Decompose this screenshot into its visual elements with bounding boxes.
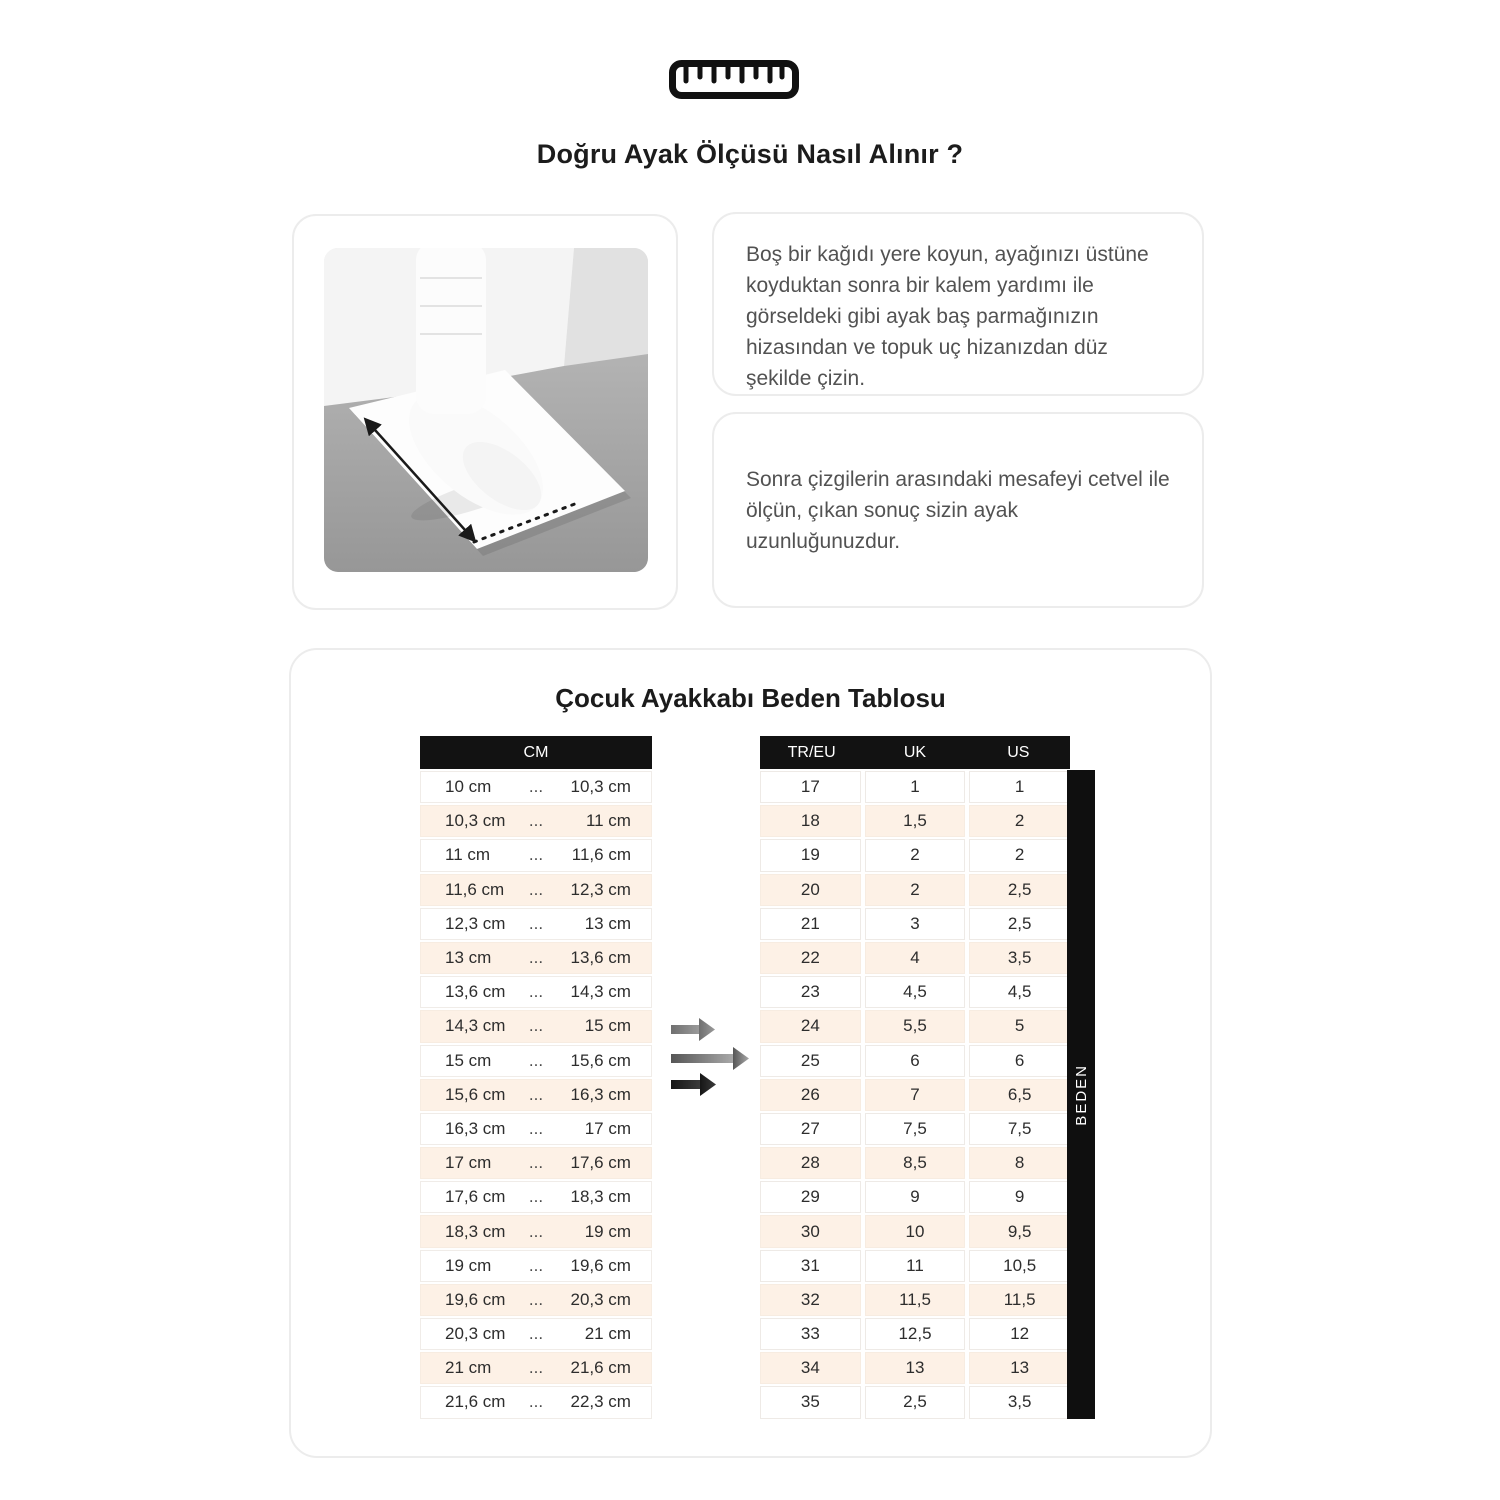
size-cell: 5,5: [865, 1010, 966, 1042]
cm-table-row: [420, 1147, 652, 1179]
cm-cell: 15,6 cm: [570, 1050, 631, 1070]
cm-cell: 10,3 cm: [570, 777, 631, 797]
cm-cell: 18,3 cm: [570, 1187, 631, 1207]
size-cell: 1: [865, 771, 966, 803]
size-cell: 6: [969, 1045, 1070, 1077]
cm-cell: ...: [528, 1016, 544, 1036]
instruction-step1-text: Boş bir kağıdı yere koyun, ayağınızı üstüne koyduktan sonra bir kalem yardımı ile görseldeki gibi ayak baş parmağınızın hizasından ve topuk uç hizanızdan düz şekilde çizin.: [746, 243, 1149, 390]
cm-cell: 13,6 cm: [445, 982, 506, 1002]
cm-table-row: [420, 1181, 652, 1213]
size-table-row: [760, 1147, 1070, 1179]
size-cell: 7,5: [969, 1113, 1070, 1145]
size-cell: 10: [865, 1215, 966, 1247]
size-cell: 33: [760, 1318, 861, 1350]
cm-table-row: [420, 908, 652, 940]
cm-cell: 16,3 cm: [445, 1118, 506, 1138]
cm-cell: ...: [528, 1255, 544, 1275]
cm-cell: ...: [528, 1289, 544, 1309]
cm-table-row: [420, 1079, 652, 1111]
size-cell: 25: [760, 1045, 861, 1077]
size-cell: 8: [969, 1147, 1070, 1179]
foot-photo-card: [292, 214, 678, 610]
cm-cell: 17,6 cm: [570, 1153, 631, 1173]
size-table-row: [760, 1318, 1070, 1350]
size-table-row: [760, 1386, 1070, 1418]
cm-table-row: [420, 1215, 652, 1247]
cm-cell: ...: [528, 1118, 544, 1138]
cm-table-row: [420, 1113, 652, 1145]
cm-cell: ...: [528, 1392, 544, 1412]
cm-table-row: [420, 805, 652, 837]
size-cell: 2: [969, 839, 1070, 871]
size-cell: 11: [865, 1250, 966, 1282]
cm-cell: ...: [528, 845, 544, 865]
size-table-body: [760, 771, 1070, 1419]
size-cell: 7: [865, 1079, 966, 1111]
cm-table-row: [420, 942, 652, 974]
cm-cell: ...: [528, 1187, 544, 1207]
cm-cell: ...: [528, 1358, 544, 1378]
cm-cell: 14,3 cm: [445, 1016, 506, 1036]
size-table: [760, 736, 1070, 1421]
cm-cell: 13 cm: [445, 948, 492, 968]
cm-cell: 20,3 cm: [445, 1324, 506, 1344]
cm-table-body: [420, 771, 652, 1419]
size-cell: 2: [969, 805, 1070, 837]
cm-table-row: [420, 1318, 652, 1350]
size-cell: 12,5: [865, 1318, 966, 1350]
size-cell: 34: [760, 1352, 861, 1384]
size-table-row: [760, 1250, 1070, 1282]
size-header-treu: TR/EU: [787, 743, 836, 761]
size-cell: 6: [865, 1045, 966, 1077]
cm-cell: 12,3 cm: [570, 879, 631, 899]
cm-cell: 21,6 cm: [445, 1392, 506, 1412]
cm-cell: 19,6 cm: [570, 1255, 631, 1275]
size-cell: 26: [760, 1079, 861, 1111]
cm-cell: 20,3 cm: [570, 1289, 631, 1309]
cm-cell: 16,3 cm: [570, 1084, 631, 1104]
size-table-row: [760, 976, 1070, 1008]
cm-cell: ...: [528, 1084, 544, 1104]
size-table-row: [760, 839, 1070, 871]
size-cell: 2,5: [865, 1386, 966, 1418]
cm-cell: ...: [528, 1324, 544, 1344]
page-title: Doğru Ayak Ölçüsü Nasıl Alınır ?: [536, 139, 964, 169]
size-cell: 3: [865, 908, 966, 940]
size-cell: 22: [760, 942, 861, 974]
cm-table-row: [420, 771, 652, 803]
cm-table-row: [420, 839, 652, 871]
cm-cell: 10,3 cm: [445, 811, 506, 831]
size-cell: 32: [760, 1284, 861, 1316]
size-cell: 17: [760, 771, 861, 803]
cm-cell: 15 cm: [445, 1050, 492, 1070]
size-cell: 2,5: [969, 908, 1070, 940]
beden-label: BEDEN: [1072, 1063, 1090, 1126]
size-chart-card: [289, 648, 1212, 1458]
size-table-row: [760, 874, 1070, 906]
size-cell: 11,5: [865, 1284, 966, 1316]
size-cell: 2: [865, 839, 966, 871]
size-cell: 23: [760, 976, 861, 1008]
size-cell: 2: [865, 874, 966, 906]
instruction-step2-text: Sonra çizgilerin arasındaki mesafeyi cetvel ile ölçün, çıkan sonuç sizin ayak uzunluğunuzdur.: [746, 467, 1170, 553]
size-header-us: US: [1007, 743, 1030, 761]
size-table-row: [760, 1113, 1070, 1145]
size-table-row: [760, 805, 1070, 837]
cm-cell: 19 cm: [445, 1255, 492, 1275]
size-cell: 24: [760, 1010, 861, 1042]
size-cell: 20: [760, 874, 861, 906]
size-table-row: [760, 1079, 1070, 1111]
instruction-card-draw: [712, 212, 1204, 396]
size-cell: 29: [760, 1181, 861, 1213]
size-table-header: [760, 736, 1070, 769]
cm-table-row: [420, 1045, 652, 1077]
cm-cell: ...: [528, 811, 544, 831]
cm-cell: 19 cm: [584, 1221, 631, 1241]
cm-cell: 15,6 cm: [445, 1084, 506, 1104]
cm-cell: 21,6 cm: [570, 1358, 631, 1378]
cm-table-row: [420, 976, 652, 1008]
size-cell: 21: [760, 908, 861, 940]
size-cell: 9,5: [969, 1215, 1070, 1247]
size-table-row: [760, 1215, 1070, 1247]
size-cell: 7,5: [865, 1113, 966, 1145]
cm-table: [420, 736, 652, 1421]
size-cell: 4: [865, 942, 966, 974]
cm-cell: ...: [528, 879, 544, 899]
size-cell: 19: [760, 839, 861, 871]
cm-cell: 22,3 cm: [570, 1392, 631, 1412]
size-cell: 9: [865, 1181, 966, 1213]
size-cell: 4,5: [969, 976, 1070, 1008]
size-cell: 11,5: [969, 1284, 1070, 1316]
size-cell: 8,5: [865, 1147, 966, 1179]
size-table-row: [760, 771, 1070, 803]
size-table-row: [760, 1284, 1070, 1316]
cm-cell: 11 cm: [585, 811, 631, 831]
cm-table-row: [420, 1352, 652, 1384]
cm-cell: 12,3 cm: [445, 913, 506, 933]
cm-cell: 14,3 cm: [570, 982, 631, 1002]
cm-cell: ...: [528, 777, 544, 797]
size-cell: 3,5: [969, 1386, 1070, 1418]
size-cell: 5: [969, 1010, 1070, 1042]
size-table-row: [760, 1010, 1070, 1042]
cm-cell: 13 cm: [584, 913, 631, 933]
cm-table-row: [420, 1284, 652, 1316]
size-table-row: [760, 1352, 1070, 1384]
cm-cell: 17 cm: [445, 1153, 492, 1173]
cm-table-row: [420, 1010, 652, 1042]
cm-cell: ...: [528, 982, 544, 1002]
cm-cell: 21 cm: [584, 1324, 631, 1344]
cm-cell: ...: [528, 1050, 544, 1070]
size-cell: 13: [865, 1352, 966, 1384]
cm-cell: 11,6 cm: [445, 879, 505, 899]
size-cell: 3,5: [969, 942, 1070, 974]
size-cell: 1,5: [865, 805, 966, 837]
cm-cell: 15 cm: [584, 1016, 631, 1036]
size-cell: 9: [969, 1181, 1070, 1213]
size-cell: 10,5: [969, 1250, 1070, 1282]
cm-table-header: CM: [420, 736, 652, 769]
cm-cell: 17,6 cm: [445, 1187, 506, 1207]
size-cell: 27: [760, 1113, 861, 1145]
cm-cell: 11 cm: [445, 845, 491, 865]
size-header-uk: UK: [903, 743, 927, 761]
size-cell: 1: [969, 771, 1070, 803]
size-table-row: [760, 1045, 1070, 1077]
beden-side-bar: [1067, 770, 1095, 1419]
cm-cell: ...: [528, 1153, 544, 1173]
size-cell: 28: [760, 1147, 861, 1179]
instruction-card-measure: [712, 412, 1204, 608]
size-cell: 6,5: [969, 1079, 1070, 1111]
cm-table-row: [420, 1250, 652, 1282]
size-cell: 13: [969, 1352, 1070, 1384]
size-cell: 30: [760, 1215, 861, 1247]
cm-cell: ...: [528, 948, 544, 968]
cm-cell: 21 cm: [445, 1358, 492, 1378]
size-cell: 31: [760, 1250, 861, 1282]
size-table-row: [760, 908, 1070, 940]
ruler-icon: [668, 59, 800, 101]
size-table-row: [760, 1181, 1070, 1213]
cm-table-row: [420, 874, 652, 906]
cm-cell: 13,6 cm: [570, 948, 631, 968]
size-cell: 35: [760, 1386, 861, 1418]
transfer-arrows-icon: [669, 1014, 753, 1098]
foot-measurement-photo: [324, 248, 648, 572]
cm-table-row: [420, 1386, 652, 1418]
size-cell: 2,5: [969, 874, 1070, 906]
cm-cell: 19,6 cm: [445, 1289, 506, 1309]
cm-cell: 11,6 cm: [571, 845, 631, 865]
cm-cell: 17 cm: [584, 1118, 631, 1138]
cm-cell: 18,3 cm: [445, 1221, 506, 1241]
size-table-row: [760, 942, 1070, 974]
size-cell: 12: [969, 1318, 1070, 1350]
cm-cell: ...: [528, 913, 544, 933]
cm-cell: ...: [528, 1221, 544, 1241]
size-cell: 18: [760, 805, 861, 837]
size-cell: 4,5: [865, 976, 966, 1008]
cm-cell: 10 cm: [445, 777, 492, 797]
size-chart-title: Çocuk Ayakkabı Beden Tablosu: [555, 683, 946, 713]
